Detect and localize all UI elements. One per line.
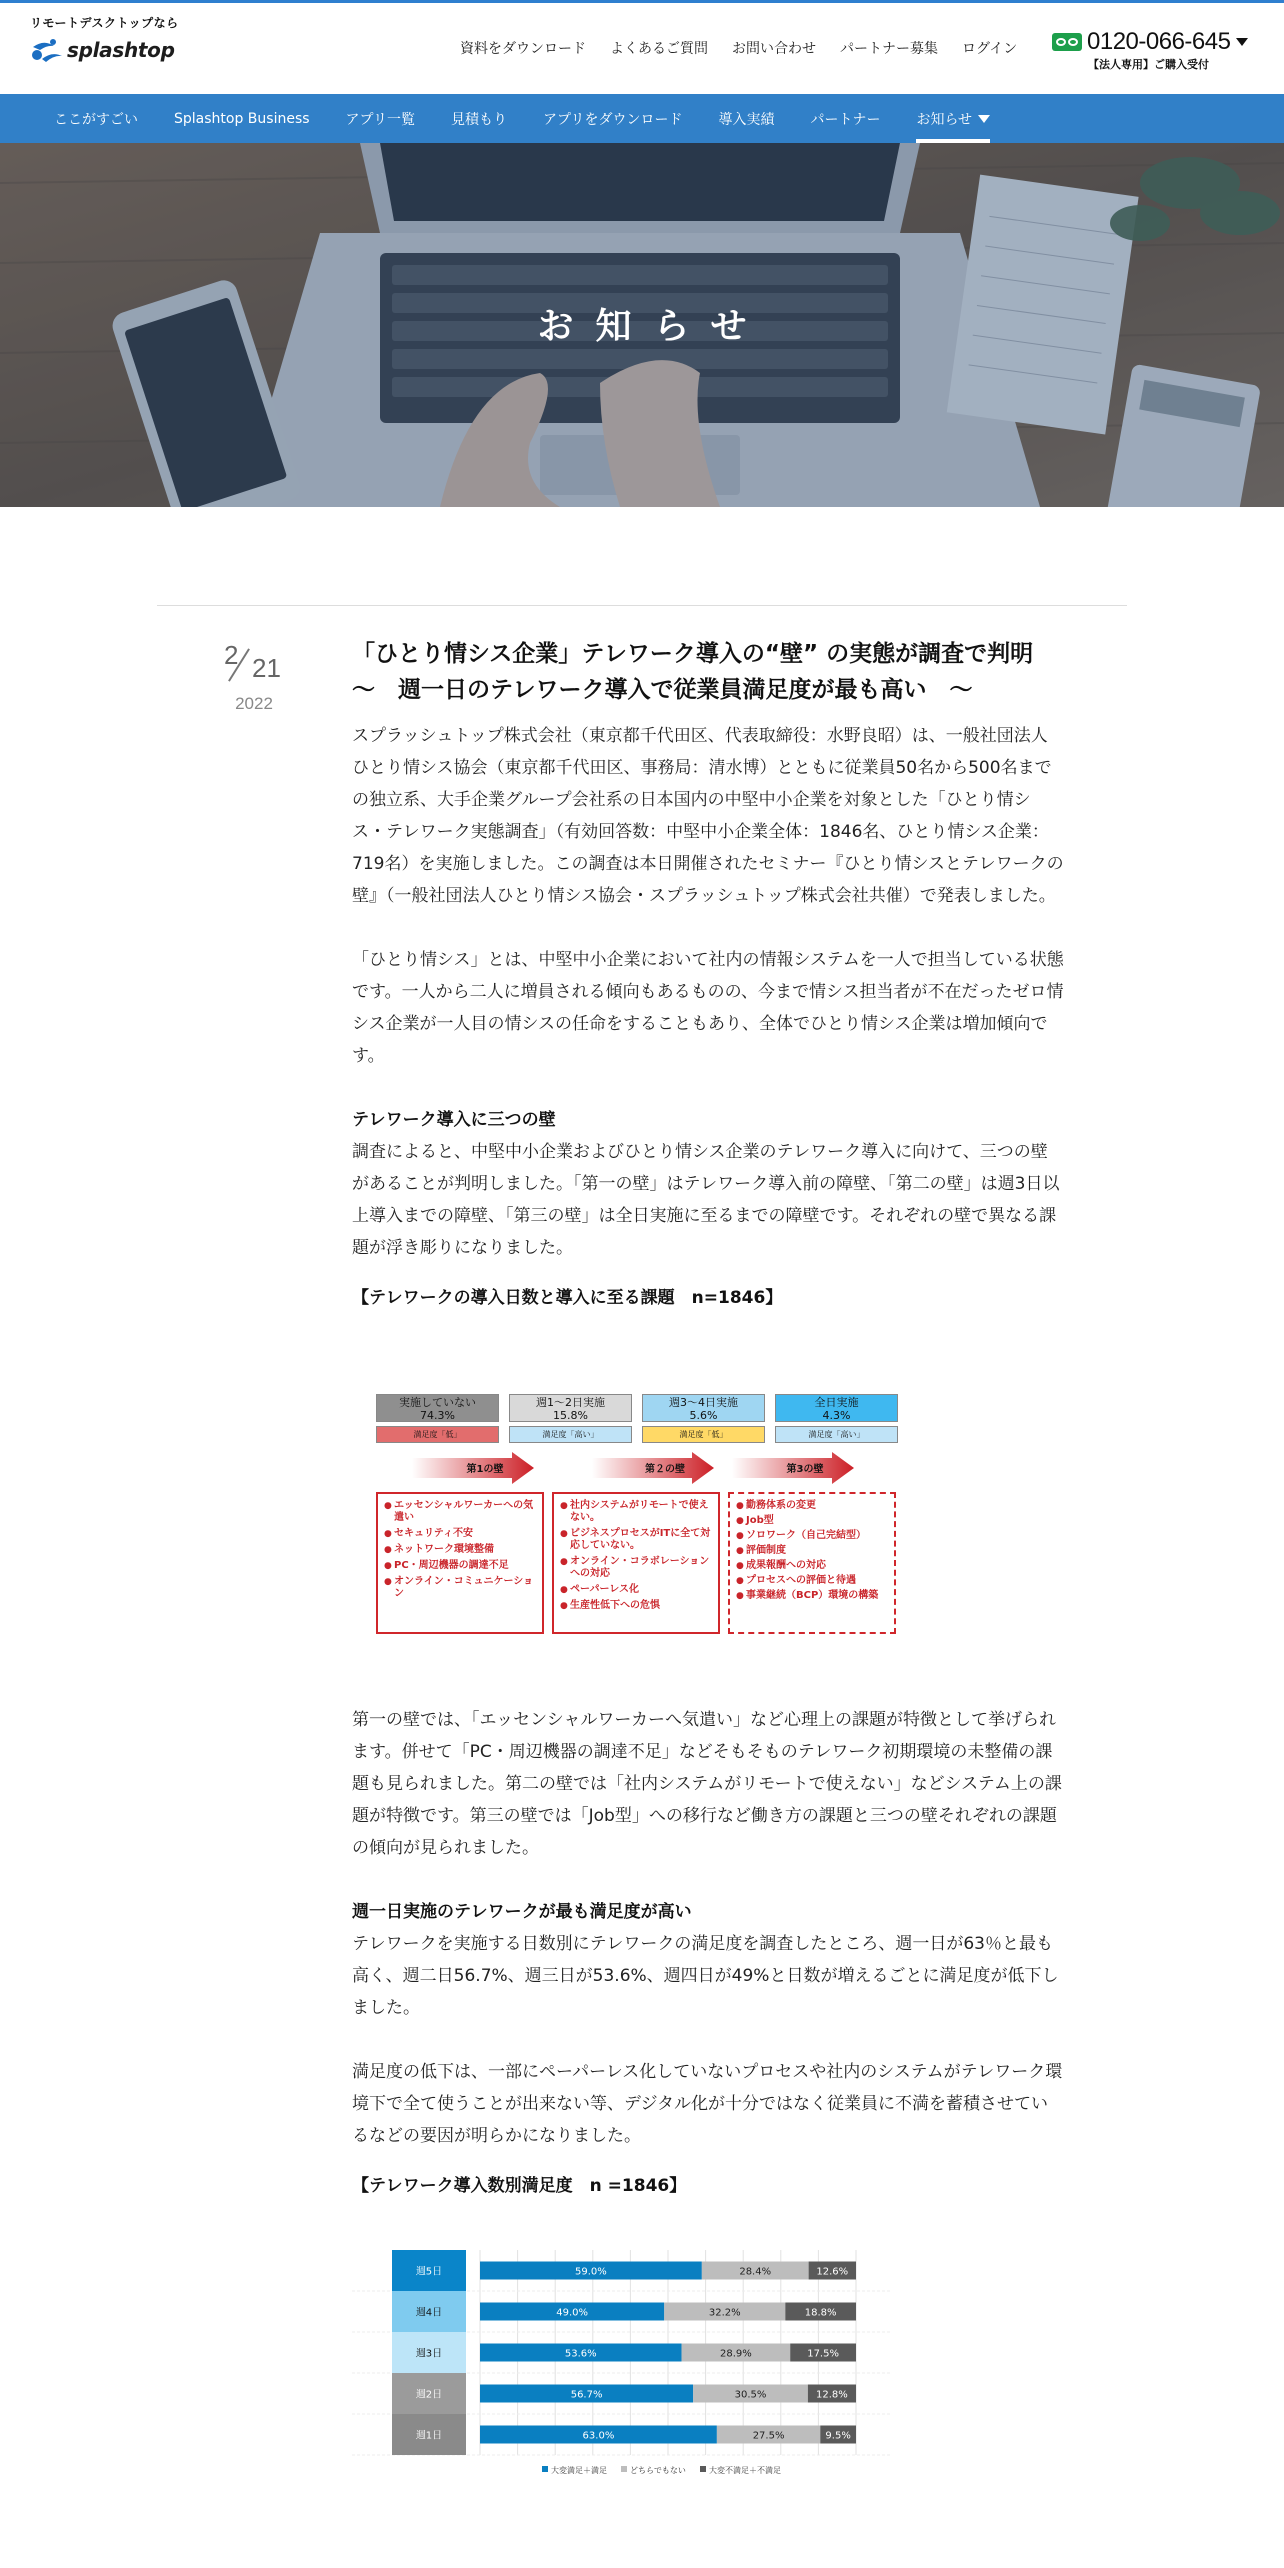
wall-label-3: 第3の壁 [786, 1464, 824, 1475]
article-paragraph-3: 調査によると、中堅中小企業およびひとり情シス企業のテレワーク導入に向けて、三つの壁があることが判明しました。「第一の壁」はテレワーク導入前の障壁、「第二の壁」は週3日以上導入までの障壁、「第三の壁」は全日実施に至るまでの障壁です。それぞれの壁で異なる課題が浮き彫りになりました。 [352, 1142, 1060, 1258]
fig1-col-head [376, 1394, 499, 1422]
bar-value-label: 56.7% [570, 2389, 603, 2401]
issue-item: ● エッセンシャルワーカーへの気遣い [384, 1500, 536, 1524]
nav-item-splashtop-business[interactable]: Splashtop Business [174, 110, 310, 127]
nav-item-quote[interactable]: 見積もり [451, 111, 507, 128]
fig1-col-label: 週1～2日実施 [536, 1396, 605, 1409]
issue-item: ● 生産性低下への危惧 [560, 1600, 712, 1612]
utility-nav [460, 38, 1017, 58]
fig1-col-label: 週3～4日実施 [669, 1396, 738, 1409]
hero-banner [0, 143, 1284, 507]
article-paragraph-1: スプラッシュトップ株式会社（東京都千代田区、代表取締役：水野良昭）は、一般社団法人 ひとり情シス協会（東京都千代田区、事務局：清水博）とともに従業員50名から500名までの独立系、大手企業グループ会社系の日本国内の中堅中小企業を対象とした「ひとり情シス・テレワーク実態調査」（有効回答数：中堅中小企業全体：1846名、ひとり情シス企業：719名）を実施しました。この調査は本日開催されたセミナー『ひとり情シスとテレワークの壁』（一般社団法人ひとり情シス協会・スプラッシュトップ株式会社共催）で発表しました。 [352, 726, 1064, 906]
fig1-col-pct: 5.6% [689, 1409, 718, 1422]
splashtop-logo-icon [30, 37, 64, 63]
article-paragraph-2: 「ひとり情シス」とは、中堅中小企業において社内の情報システムを一人で担当している状態です。一人から二人に増員される傾向もあるものの、今まで情シス担当者が不在だったゼロ情シス企業が一人目の情シスの任命をすることもあり、全体でひとり情シス企業は増加傾向です。 [352, 950, 1064, 1066]
phone-contact[interactable] [1052, 28, 1252, 72]
phone-note: 【法人専用】ご購入受付 [1088, 58, 1209, 71]
article-title: 「ひとり情シス企業」テレワーク導入の“壁” の実態が調査で判明 ～ 週一日のテレワーク導入で従業員満足度が最も高い ～ [352, 641, 1034, 703]
article-body [352, 636, 1064, 2494]
issue-item: ● Job型 [736, 1515, 888, 1527]
bar-value-label: 12.6% [816, 2266, 849, 2278]
faq-link[interactable]: よくあるご質問 [610, 41, 708, 57]
bar-value-label: 30.5% [734, 2389, 767, 2401]
bar-value-label: 59.0% [575, 2266, 607, 2278]
satisfaction-stacked-bar-chart [352, 2244, 912, 2484]
issue-item: ● ペーパーレス化 [560, 1584, 712, 1596]
date-month: 2 [224, 640, 239, 670]
issue-item: ● プロセスへの評価と待遇 [736, 1575, 888, 1587]
fig1-col-head [509, 1394, 632, 1422]
contact-link[interactable]: お問い合わせ [732, 41, 816, 57]
issue-item: ● ビジネスプロセスがITに全て対応していない。 [560, 1528, 712, 1552]
bar-value-label: 32.2% [708, 2307, 741, 2319]
splashtop-logo[interactable] [30, 37, 179, 63]
date-day: 21 [252, 653, 281, 683]
fig1-col-pct: 15.8% [553, 1409, 588, 1422]
wall-label-1: 第1の壁 [466, 1464, 504, 1475]
bar-value-label: 28.9% [719, 2348, 752, 2360]
fig1-issues-wall-2 [552, 1492, 720, 1634]
nav-item-partner[interactable]: パートナー [810, 111, 881, 128]
article-paragraph-6: 満足度の低下は、一部にペーパーレス化していないプロセスや社内のシステムがテレワーク環境下で全て使うことが出来ない等、デジタル化が十分ではなく従業員に不満を蓄積させているなどの要因が明らかになりました。 [352, 2062, 1063, 2146]
issue-item: ● 成果報酬への対応 [736, 1560, 888, 1572]
top-accent-bar [0, 0, 1284, 3]
issue-item: ● 評価制度 [736, 1545, 888, 1557]
issue-item: ● オンライン・コラボレーションへの対応 [560, 1556, 712, 1580]
figure-1-title: 【テレワークの導入日数と導入に至る課題 n=1846】 [352, 1288, 783, 1308]
phone-number: 0120-066-645 [1087, 28, 1231, 55]
login-link[interactable]: ログイン [962, 41, 1018, 57]
fig1-issues-wall-1 [376, 1492, 544, 1634]
issue-item: ● オンライン・コミュニケーション [384, 1576, 536, 1600]
nav-item-news-label: お知らせ [916, 111, 973, 128]
legend-swatch [542, 2466, 548, 2472]
section-heading-satisfaction: 週一日実施のテレワークが最も満足度が高い [352, 1902, 692, 1922]
wall-label-2: 第２の壁 [645, 1464, 685, 1475]
category-label: 週2日 [415, 2389, 443, 2401]
main-nav [0, 94, 1284, 143]
bar-value-label: 9.5% [825, 2430, 851, 2442]
bar-value-label: 28.4% [739, 2266, 772, 2278]
freedial-icon [1052, 33, 1082, 51]
issue-item: ● セキュリティ不安 [384, 1528, 536, 1540]
date-year: 2022 [235, 694, 273, 713]
bar-value-label: 18.8% [804, 2307, 837, 2319]
fig1-satisfaction-tag: 満足度「低」 [642, 1426, 765, 1443]
nav-item-news[interactable] [916, 94, 990, 143]
legend-swatch [621, 2466, 627, 2472]
issue-item: ● 事業継続（BCP）環境の構築 [736, 1590, 888, 1602]
figure-telework-walls [352, 1354, 1064, 1664]
issue-item: ● ソロワーク（自己完結型） [736, 1530, 888, 1542]
download-docs-link[interactable]: 資料をダウンロード [460, 41, 586, 57]
legend-label: どちらでもない [630, 2466, 686, 2475]
nav-item-case-studies[interactable]: 導入実績 [718, 111, 775, 128]
article-paragraph-5: テレワークを実施する日数別にテレワークの満足度を調査したところ、週一日が63％と最も高く、週二日56.7%、週三日が53.6%、週四日が49%と日数が増えるごとに満足度が低下しました。 [352, 1934, 1059, 2018]
fig1-col-head [642, 1394, 765, 1422]
phone-dropdown-caret-icon[interactable] [1236, 38, 1248, 46]
fig1-col-label: 実施していない [399, 1396, 476, 1409]
brand[interactable] [30, 14, 179, 63]
legend-label: 大変不満足＋不満足 [709, 2466, 781, 2475]
chevron-down-icon [978, 115, 990, 123]
page-title: お知らせ [537, 306, 769, 347]
figure-satisfaction-chart [352, 2244, 1064, 2494]
brand-tagline: リモートデスクトップなら [30, 16, 179, 30]
bar-value-label: 12.8% [816, 2389, 848, 2401]
issue-item: ● ネットワーク環境整備 [384, 1544, 536, 1556]
fig1-col-head [775, 1394, 898, 1422]
bar-value-label: 17.5% [807, 2348, 839, 2360]
fig1-col-label: 全日実施 [814, 1396, 859, 1409]
article-date [222, 640, 286, 714]
issue-item: ● 社内システムがリモートで使えない。 [560, 1500, 712, 1524]
article-paragraph-4: 第一の壁では、「エッセンシャルワーカーへ気遣い」など心理上の課題が特徴として挙げられます。併せて「PC・周辺機器の調達不足」などそもそものテレワーク初期環境の未整備の課題も見られました。第二の壁では「社内システムがリモートで使えない」などシステム上の課題が特徴です。第三の壁では「Job型」への移行など働き方の課題と三つの壁それぞれの課題の傾向が見られました。 [352, 1710, 1062, 1858]
fig1-satisfaction-tag: 満足度「高い」 [509, 1426, 632, 1443]
logo-wordmark: splashtop [67, 38, 175, 62]
section-heading-walls: テレワーク導入に三つの壁 [352, 1110, 556, 1130]
category-label: 週3日 [415, 2348, 443, 2360]
bar-value-label: 27.5% [752, 2430, 785, 2442]
category-label: 週5日 [415, 2266, 443, 2278]
nav-item-apps[interactable]: アプリ一覧 [345, 111, 415, 128]
nav-item-download-app[interactable]: アプリをダウンロード [543, 111, 683, 128]
legend-label: 大変満足＋満足 [551, 2466, 607, 2475]
bar-value-label: 49.0% [556, 2307, 589, 2319]
bar-value-label: 53.6% [564, 2348, 597, 2360]
fig1-issues-wall-3 [728, 1492, 896, 1634]
fig1-satisfaction-tag: 満足度「低」 [376, 1426, 499, 1443]
category-label: 週4日 [415, 2307, 443, 2319]
content-divider [157, 605, 1127, 606]
issue-item: ● 勤務体系の変更 [736, 1500, 888, 1512]
nav-item-features[interactable]: ここがすごい [54, 111, 138, 128]
category-label: 週1日 [415, 2430, 443, 2442]
issue-item: ● PC・周辺機器の調達不足 [384, 1560, 536, 1572]
legend-swatch [700, 2466, 706, 2472]
fig1-satisfaction-tag: 満足度「高い」 [775, 1426, 898, 1443]
figure-2-title: 【テレワーク導入数別満足度 n =1846】 [352, 2176, 687, 2196]
fig1-col-pct: 74.3% [420, 1409, 455, 1422]
partner-recruit-link[interactable]: パートナー募集 [840, 41, 938, 57]
bar-value-label: 63.0% [582, 2430, 615, 2442]
fig1-col-pct: 4.3% [822, 1409, 851, 1422]
